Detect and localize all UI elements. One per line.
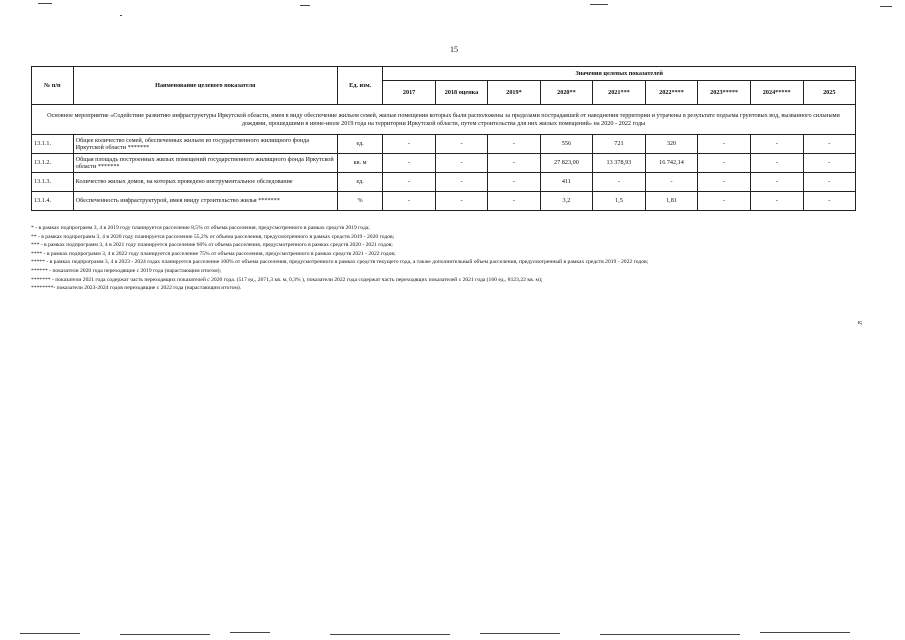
header-num: № п/п xyxy=(32,67,74,105)
row-value: - xyxy=(750,135,803,154)
margin-mark: к; xyxy=(858,320,863,326)
table-row xyxy=(32,154,856,173)
header-name: Наименование целевого показателя xyxy=(73,67,337,105)
header-year: 2025 xyxy=(803,81,855,105)
row-value: - xyxy=(435,192,488,211)
row-value: - xyxy=(488,173,540,192)
header-year: 2020** xyxy=(540,81,592,105)
row-value: - xyxy=(803,173,855,192)
row-value: 721 xyxy=(593,135,646,154)
header-year: 2022**** xyxy=(645,81,698,105)
row-value: - xyxy=(488,135,540,154)
footnote: * - в рамках подпрограмм 3, 4 в 2019 году планируется расселение 8,5% от объема расселения, предусмотренного в рамках средств 2019 года; xyxy=(31,225,370,231)
row-value: 16 742,14 xyxy=(645,154,698,173)
target-indicators-table xyxy=(31,66,856,211)
row-value: 411 xyxy=(540,173,592,192)
row-value: - xyxy=(488,192,540,211)
row-name: Количество жилых домов, на которых проведено инструментальное обследование xyxy=(73,173,337,192)
row-value: 3,2 xyxy=(540,192,592,211)
header-year: 2018 оценка xyxy=(435,81,488,105)
row-value: - xyxy=(383,154,435,173)
row-value: - xyxy=(488,154,540,173)
row-value: - xyxy=(435,154,488,173)
row-value: - xyxy=(383,192,435,211)
row-value: - xyxy=(750,192,803,211)
footnote: ****** - показатели 2020 года переходящие с 2019 года (нарастающим итогом); xyxy=(31,267,222,274)
row-value: - xyxy=(645,173,698,192)
header-year: 2021*** xyxy=(593,81,646,105)
footnote: ** - в рамках подпрограмм 3, 4 в 2020 году планируется расселение 55,2% от объема расселения, предусмотренного в рамках средств 2019 - 2020 годов; xyxy=(31,233,395,240)
row-value: - xyxy=(593,173,646,192)
header-year: 2024***** xyxy=(750,81,803,105)
main-event-row: Основное мероприятие «Содействие развитию инфраструктуры Иркутской области, имея в виду обеспечение жильем семей, жилые помещения которых были расположены за пределами пострадавшей от наводнения территории и утрачены в результате подъема грунтовых вод, вызванного сильными дождями, прошедшими в июне-июле 2019 года на территории Иркутской области, путем строительства для них жилых помещений» на 2020 - 2022 годы xyxy=(32,105,856,135)
row-unit: ед. xyxy=(337,135,382,154)
footnotes xyxy=(31,224,857,293)
row-value: - xyxy=(383,135,435,154)
footnote: *** - в рамках подпрограмм 3, 4 в 2021 году планируется расселение 60% от объема расселения, предусмотренного в рамках средств 2020 - 2021 годов; xyxy=(31,242,393,249)
row-unit: % xyxy=(337,192,382,211)
row-code: 13.1.1. xyxy=(32,135,74,154)
row-value: 1,81 xyxy=(645,192,698,211)
row-value: 320 xyxy=(645,135,698,154)
row-value: - xyxy=(750,154,803,173)
row-value: - xyxy=(383,173,435,192)
row-value: - xyxy=(435,173,488,192)
row-value: 27 823,00 xyxy=(540,154,592,173)
footnote: **** - в рамках подпрограмм 3, 4 в 2022 году планируется расселение 75% от объема расселения, предусмотренного в рамках средств 2021 - 2022 годов; xyxy=(31,250,396,257)
row-unit: ед. xyxy=(337,173,382,192)
row-value: - xyxy=(803,135,855,154)
row-value: - xyxy=(435,135,488,154)
row-value: - xyxy=(750,173,803,192)
header-unit: Ед. изм. xyxy=(337,67,382,105)
row-unit: кв. м xyxy=(337,154,382,173)
header-year: 2019* xyxy=(488,81,540,105)
row-name: Общая площадь построенных жилых помещений государственного жилищного фонда Иркутской области ******* xyxy=(73,154,337,173)
row-value: - xyxy=(698,192,751,211)
page-number: 15 xyxy=(450,45,458,54)
row-value: 556 xyxy=(540,135,592,154)
header-values-group: Значения целевых показателей xyxy=(383,67,856,81)
row-name: Общее количество семей, обеспеченных жильем из государственного жилищного фонда Иркутской области ******* xyxy=(73,135,337,154)
row-value: - xyxy=(803,192,855,211)
row-name: Обеспеченность инфраструктурой, имея ввиду строительство жилья ******* xyxy=(73,192,337,211)
table-row xyxy=(32,173,856,192)
row-value: 13 378,93 xyxy=(593,154,646,173)
row-code: 13.1.4. xyxy=(32,192,74,211)
table-row xyxy=(32,192,856,211)
header-year: 2017 xyxy=(383,81,435,105)
row-value: - xyxy=(698,154,751,173)
row-value: - xyxy=(698,135,751,154)
row-code: 13.1.3. xyxy=(32,173,74,192)
footnote: ***** - в рамках подпрограмм 3, 4 в 2023 - 2024 годах планируется расселение 100% от объема расселения, предусмотренного в рамках средств текущего года, а также дополнительный объем расселения, предусмотренный в рамках средств 2019 - 2022 годов; xyxy=(31,259,649,266)
footnote: ********- показатели 2023-2024 годов переходящие с 2022 года (нарастающим итогом). xyxy=(31,285,242,292)
row-value: - xyxy=(698,173,751,192)
footnote: ******* - показатели 2021 года содержат часть переходящих показателей с 2020 года. (517 ед., 2671,3 кв. м, 0,3% ), показатели 2022 года содержат часть переходящих показателей с 2021 года (160 ед., 8123,22 кв. м); xyxy=(31,276,543,283)
table-row xyxy=(32,135,856,154)
row-value: 1,5 xyxy=(593,192,646,211)
row-value: - xyxy=(803,154,855,173)
header-year: 2023***** xyxy=(698,81,751,105)
row-code: 13.1.2. xyxy=(32,154,74,173)
